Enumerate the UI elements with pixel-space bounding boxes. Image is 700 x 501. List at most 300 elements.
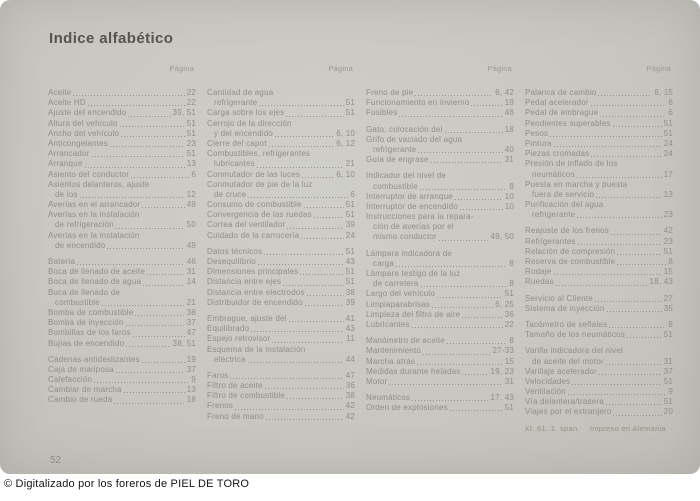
dot-leader: [418, 152, 502, 153]
index-entry: [525, 180, 673, 200]
index-entry: [48, 395, 196, 405]
entry-label: Freno de mano: [207, 411, 264, 421]
dot-leader: [550, 136, 661, 137]
entry-page-number: 39: [345, 220, 355, 230]
entry-label: Instrucciones para la repara-: [366, 212, 474, 222]
entry-label: Ruedas: [525, 277, 554, 287]
dot-leader: [591, 156, 661, 157]
index-entry: [48, 210, 196, 230]
entry-page-number: 18, 43: [649, 277, 673, 287]
entry-label: Tamaño de los neumáticos: [525, 330, 625, 340]
dot-leader: [77, 264, 184, 265]
index-entry: [366, 310, 514, 320]
entry-page-number: 51: [186, 118, 196, 128]
index-entry: [366, 289, 514, 299]
index-entry: [48, 355, 196, 365]
entry-label: y del encendido: [214, 128, 274, 138]
index-entry: [48, 375, 196, 385]
index-entry: [207, 170, 355, 180]
dot-leader: [94, 382, 189, 383]
index-entry: [48, 98, 196, 108]
index-entry: [525, 277, 673, 287]
entry-page-number: 19: [186, 354, 196, 364]
entry-label: combustible: [373, 181, 418, 191]
entry-page-number: 51: [345, 210, 355, 220]
entry-page-number: 8: [668, 257, 673, 266]
dot-leader: [598, 95, 652, 96]
entry-label: Esquema de la instalación: [207, 344, 306, 354]
index-entry: [207, 88, 355, 108]
index-entry: [48, 231, 196, 251]
dot-leader: [599, 374, 662, 375]
index-group: [525, 346, 673, 417]
entry-label: Vía delantera/trasera: [525, 397, 604, 407]
index-entry: [366, 393, 514, 403]
index-entry: [525, 139, 673, 149]
dot-leader: [135, 315, 184, 316]
entry-label: Orden de explosiones: [366, 403, 448, 413]
index-entry: [366, 135, 514, 155]
entry-page-number: 47: [345, 370, 355, 380]
page-number: 52: [50, 455, 62, 466]
entry-label: Pesos: [525, 128, 549, 138]
entry-page-number: 24: [663, 149, 673, 159]
dot-leader: [611, 234, 662, 235]
dot-leader: [600, 116, 666, 117]
dot-leader: [554, 146, 662, 147]
entry-page-number: 21: [345, 159, 355, 169]
entry-page-number: 6, 12: [336, 138, 355, 148]
index-entry: [48, 139, 196, 149]
entry-page-number: 13: [186, 159, 196, 169]
dot-leader: [613, 415, 661, 416]
index-entry: [366, 403, 514, 413]
index-entry: [525, 377, 673, 387]
dot-leader: [275, 136, 334, 137]
index-entry: [207, 220, 355, 230]
entry-label: Boca de llenado de aceite: [48, 267, 146, 277]
dot-leader: [305, 305, 344, 306]
index-columns: [48, 64, 673, 428]
entry-label: Faros: [207, 370, 229, 380]
entry-label: Pedal de embrague: [525, 108, 599, 118]
entry-page-number: 50: [186, 220, 196, 230]
entry-label: Cambiar de marcha: [48, 385, 122, 395]
index-entry: [525, 159, 673, 179]
dot-leader: [471, 105, 502, 106]
index-entry: [525, 247, 673, 257]
entry-page-number: 31: [504, 155, 514, 165]
entry-page-number: 8: [509, 181, 514, 191]
entry-label: de cruce: [214, 189, 247, 199]
dot-leader: [577, 177, 662, 178]
page-title: Indice alfabético: [49, 30, 174, 47]
entry-page-number: 46: [186, 257, 196, 266]
entry-page-number: 51: [345, 200, 355, 210]
dot-leader: [80, 197, 185, 198]
entry-page-number: 8: [668, 319, 673, 329]
entry-label: Anticongelantes: [48, 138, 108, 148]
index-entry: [525, 88, 673, 98]
index-group: [525, 226, 673, 287]
scan-caption: © Digitalizado por los foreros de PIEL DE TORO: [4, 478, 250, 490]
index-entry: [48, 318, 196, 328]
dot-leader: [450, 410, 503, 411]
column-header: Página: [328, 64, 353, 73]
entry-page-number: 21: [186, 297, 196, 307]
dot-leader: [423, 354, 490, 355]
entry-page-number: 22: [186, 88, 196, 97]
index-entry: [207, 108, 355, 118]
entry-page-number: 22: [186, 98, 196, 108]
index-entry: [366, 367, 514, 377]
dot-leader: [102, 305, 185, 306]
entry-label: Altura del vehículo: [48, 118, 118, 128]
entry-label: Reserva de combustible: [525, 257, 616, 266]
index-entry: [48, 339, 196, 349]
dot-leader: [147, 274, 185, 275]
index-column-4: [525, 64, 673, 428]
entry-label: fuera de servicio: [532, 189, 595, 199]
entry-label: carga: [373, 258, 395, 268]
index-group: [207, 371, 355, 422]
entry-label: Mantenimiento: [366, 346, 422, 356]
index-entry: [207, 371, 355, 381]
entry-label: Bujías de encendido: [48, 338, 125, 348]
dot-leader: [283, 285, 343, 286]
index-entry: [366, 98, 514, 108]
entry-label: Asientos delanteros, ajuste: [48, 179, 150, 189]
index-entry: [207, 267, 355, 277]
index-entry: [207, 200, 355, 210]
entry-label: Purificación del agua: [525, 200, 604, 210]
dot-leader: [131, 177, 189, 178]
entry-label: Averías en la instalación: [48, 210, 140, 220]
dot-leader: [121, 136, 184, 137]
entry-label: refrigerante: [532, 210, 576, 220]
index-entry: [525, 237, 673, 247]
dot-leader: [307, 295, 344, 296]
dot-leader: [577, 217, 661, 218]
index-entry: [48, 170, 196, 180]
entry-page-number: 51: [504, 289, 514, 299]
entry-label: Boca de llenado de agua: [48, 277, 142, 287]
entry-label: Filtro de combustible: [207, 391, 286, 401]
dot-leader: [265, 388, 344, 389]
entry-page-number: 51: [663, 128, 673, 138]
entry-label: Marcha atrás: [366, 356, 416, 366]
entry-label: Motor: [366, 376, 388, 386]
entry-label: Lubricantes: [366, 319, 410, 329]
entry-label: combustible: [55, 297, 100, 307]
dot-leader: [412, 327, 503, 328]
entry-label: Medidas durante heladas: [366, 366, 461, 376]
index-entry: [366, 155, 514, 165]
entry-label: eléctrica: [214, 354, 246, 364]
dot-leader: [462, 374, 488, 375]
index-entry: [207, 391, 355, 401]
index-column-2: [207, 64, 355, 428]
index-entry: [48, 108, 196, 118]
index-entry: [207, 231, 355, 241]
index-entry: [48, 200, 196, 210]
entry-label: Neumáticos: [366, 393, 411, 403]
dot-leader: [460, 209, 503, 210]
dot-leader: [301, 238, 343, 239]
index-entry: [366, 202, 514, 212]
index-entry: [525, 320, 673, 330]
entry-label: Pendientes superables: [525, 118, 611, 128]
dot-leader: [142, 207, 184, 208]
index-entry: [525, 387, 673, 397]
dot-leader: [107, 248, 184, 249]
entry-label: Caja de mariposa: [48, 364, 114, 374]
dot-leader: [417, 364, 503, 365]
index-entry: [525, 294, 673, 304]
index-entry: [525, 119, 673, 129]
entry-label: Interruptor de arranque: [366, 191, 453, 201]
index-entry: [525, 304, 673, 314]
entry-label: de carretera: [373, 279, 419, 289]
entry-page-number: 6, 42: [495, 88, 514, 97]
entry-page-number: 38, 51: [172, 338, 196, 348]
index-entry: [48, 308, 196, 318]
dot-leader: [432, 307, 493, 308]
index-entry: [525, 200, 673, 220]
dot-leader: [412, 400, 488, 401]
index-entry: [525, 407, 673, 417]
entry-label: Cambio de rueda: [48, 395, 113, 405]
dot-leader: [462, 317, 502, 318]
index-entry: [366, 269, 514, 289]
entry-page-number: 36: [504, 309, 514, 319]
entry-label: Cuidado de la carrocería: [207, 230, 300, 240]
entry-label: Averías en la instalación: [48, 230, 140, 240]
index-entry: [207, 257, 355, 267]
index-entry: [48, 257, 196, 267]
index-entry: [525, 98, 673, 108]
entry-page-number: 9: [668, 387, 673, 397]
entry-page-number: 22: [504, 319, 514, 329]
entry-label: Cadenas antideslizantes: [48, 354, 140, 364]
dot-leader: [396, 266, 507, 267]
entry-page-number: 10: [504, 191, 514, 201]
entry-page-number: 40: [504, 144, 514, 154]
entry-label: ción de averías por el: [373, 222, 454, 232]
dot-leader: [399, 116, 502, 117]
entry-page-number: 6: [191, 169, 196, 179]
entry-page-number: 18: [186, 395, 196, 405]
entry-label: Combustibles, refrigerantes: [207, 149, 311, 159]
dot-leader: [128, 116, 170, 117]
dot-leader: [572, 384, 661, 385]
dot-leader: [286, 116, 343, 117]
entry-label: Limpieza del filtro de aire: [366, 309, 461, 319]
entry-label: Refrigerantes: [525, 236, 576, 246]
dot-leader: [431, 162, 503, 163]
imprint-origin: Impreso en Alemania: [589, 424, 666, 433]
index-group: [525, 320, 673, 340]
dot-leader: [116, 228, 185, 229]
entry-page-number: 36: [345, 381, 355, 391]
dot-leader: [554, 274, 662, 275]
index-entry: [366, 171, 514, 191]
entry-page-number: 8: [509, 279, 514, 289]
entry-page-number: 47: [186, 328, 196, 338]
index-group: [48, 355, 196, 406]
entry-page-number: 6: [350, 189, 355, 199]
entry-page-number: 15: [504, 356, 514, 366]
entry-label: lubricantes: [214, 159, 255, 169]
index-entry: [525, 367, 673, 377]
dot-leader: [120, 126, 185, 127]
entry-page-number: 46: [504, 108, 514, 118]
entry-page-number: 39, 51: [172, 108, 196, 118]
entry-label: Interruptor de encendido: [366, 201, 458, 211]
index-group: [366, 171, 514, 242]
entry-label: Equilibrado: [207, 324, 250, 334]
index-entry: [207, 401, 355, 411]
index-entry: [207, 324, 355, 334]
index-entry: [525, 226, 673, 236]
entry-page-number: 44: [345, 354, 355, 364]
index-entry: [48, 385, 196, 395]
entry-page-number: 51: [663, 246, 673, 256]
index-group: [207, 88, 355, 241]
index-entry: [366, 357, 514, 367]
index-entry: [207, 298, 355, 308]
index-entry: [525, 267, 673, 277]
entry-label: Indicador del nivel de: [366, 171, 447, 181]
dot-leader: [142, 362, 185, 363]
entry-page-number: 23: [663, 236, 673, 246]
entry-page-number: 51: [663, 397, 673, 407]
dot-leader: [627, 337, 662, 338]
entry-label: Sistema de inyección: [525, 303, 605, 313]
index-entry: [207, 288, 355, 298]
dot-leader: [447, 343, 507, 344]
entry-label: Relación de compresión: [525, 246, 616, 256]
dot-leader: [85, 167, 185, 168]
entry-label: Distancia entre ejes: [207, 277, 282, 287]
dot-leader: [437, 297, 503, 298]
entry-label: Cierre del capot: [207, 138, 267, 148]
entry-page-number: 6, 15: [654, 88, 673, 97]
imprint-edition: XI. 61. 1. span.: [524, 424, 580, 433]
dot-leader: [421, 286, 508, 287]
dot-leader: [289, 321, 344, 322]
dot-leader: [287, 228, 343, 229]
dot-leader: [110, 146, 185, 147]
index-entry: [48, 288, 196, 308]
dot-leader: [235, 409, 344, 410]
entry-page-number: 14: [186, 277, 196, 287]
entry-label: Lámpara indicadora de: [366, 248, 453, 258]
dot-leader: [439, 240, 489, 241]
entry-page-number: 6, 10: [336, 128, 355, 138]
entry-label: Ancho del vehículo: [48, 128, 120, 138]
index-entry: [207, 314, 355, 324]
index-group: [525, 294, 673, 314]
dot-leader: [259, 105, 343, 106]
entry-label: Varillaje acelerador: [525, 366, 597, 376]
entry-label: de los: [55, 189, 78, 199]
entry-page-number: 49: [186, 200, 196, 210]
entry-label: Limpiaparabrisas: [366, 299, 431, 309]
index-entry: [48, 88, 196, 98]
entry-page-number: 41: [345, 313, 355, 323]
index-entry: [48, 119, 196, 129]
dot-leader: [300, 274, 343, 275]
entry-page-number: 8: [509, 258, 514, 268]
dot-leader: [114, 403, 184, 404]
entry-label: Calefacción: [48, 375, 93, 385]
entry-label: Carga sobre los ejes: [207, 108, 285, 118]
entry-page-number: 9: [191, 375, 196, 385]
entry-page-number: 51: [663, 330, 673, 340]
index-entry: [525, 149, 673, 159]
entry-page-number: 49: [186, 240, 196, 250]
entry-label: Convergencia de las ruedas: [207, 210, 312, 220]
dot-leader: [314, 217, 344, 218]
entry-label: Conmutador de las luces: [207, 169, 301, 179]
entry-label: Gato, colocación del: [366, 124, 443, 134]
index-entry: [207, 210, 355, 220]
entry-page-number: 51: [186, 149, 196, 159]
dot-leader: [248, 197, 348, 198]
dot-leader: [126, 325, 185, 326]
entry-label: Velocidades: [525, 376, 571, 386]
entry-page-number: 10: [504, 201, 514, 211]
dot-leader: [606, 404, 662, 405]
dot-leader: [116, 372, 185, 373]
entry-label: Arranque: [48, 159, 83, 169]
entry-page-number: 49, 50: [490, 232, 514, 242]
entry-label: Viajes por el extranjero: [525, 407, 612, 417]
dot-leader: [257, 167, 344, 168]
entry-page-number: 37: [663, 366, 673, 376]
dot-leader: [445, 132, 503, 133]
entry-page-number: 38: [186, 307, 196, 317]
index-entry: [48, 267, 196, 277]
entry-label: Cantidad de agua: [207, 88, 274, 97]
dot-leader: [73, 95, 184, 96]
index-entry: [366, 300, 514, 310]
index-entry: [366, 320, 514, 330]
entry-page-number: 27: [663, 293, 673, 303]
dot-leader: [609, 327, 666, 328]
index-entry: [48, 277, 196, 287]
dot-leader: [613, 126, 662, 127]
entry-label: Consumo de combustible: [207, 200, 302, 210]
index-entry: [48, 328, 196, 338]
entry-page-number: 17: [663, 169, 673, 179]
entry-label: Filtro de aceite: [207, 381, 263, 391]
entry-label: Reajuste de los frenos: [525, 226, 610, 236]
index-group: [48, 257, 196, 349]
entry-page-number: 6: [668, 98, 673, 108]
entry-label: Batería: [48, 257, 76, 266]
index-entry: [366, 212, 514, 243]
entry-page-number: 23: [663, 210, 673, 220]
entry-page-number: 51: [345, 277, 355, 287]
entry-page-number: 6: [668, 108, 673, 118]
index-entry: [207, 277, 355, 287]
entry-page-number: 38: [345, 287, 355, 297]
index-group: [366, 393, 514, 413]
entry-page-number: 31: [663, 356, 673, 366]
entry-label: Correa del ventilador: [207, 220, 286, 230]
